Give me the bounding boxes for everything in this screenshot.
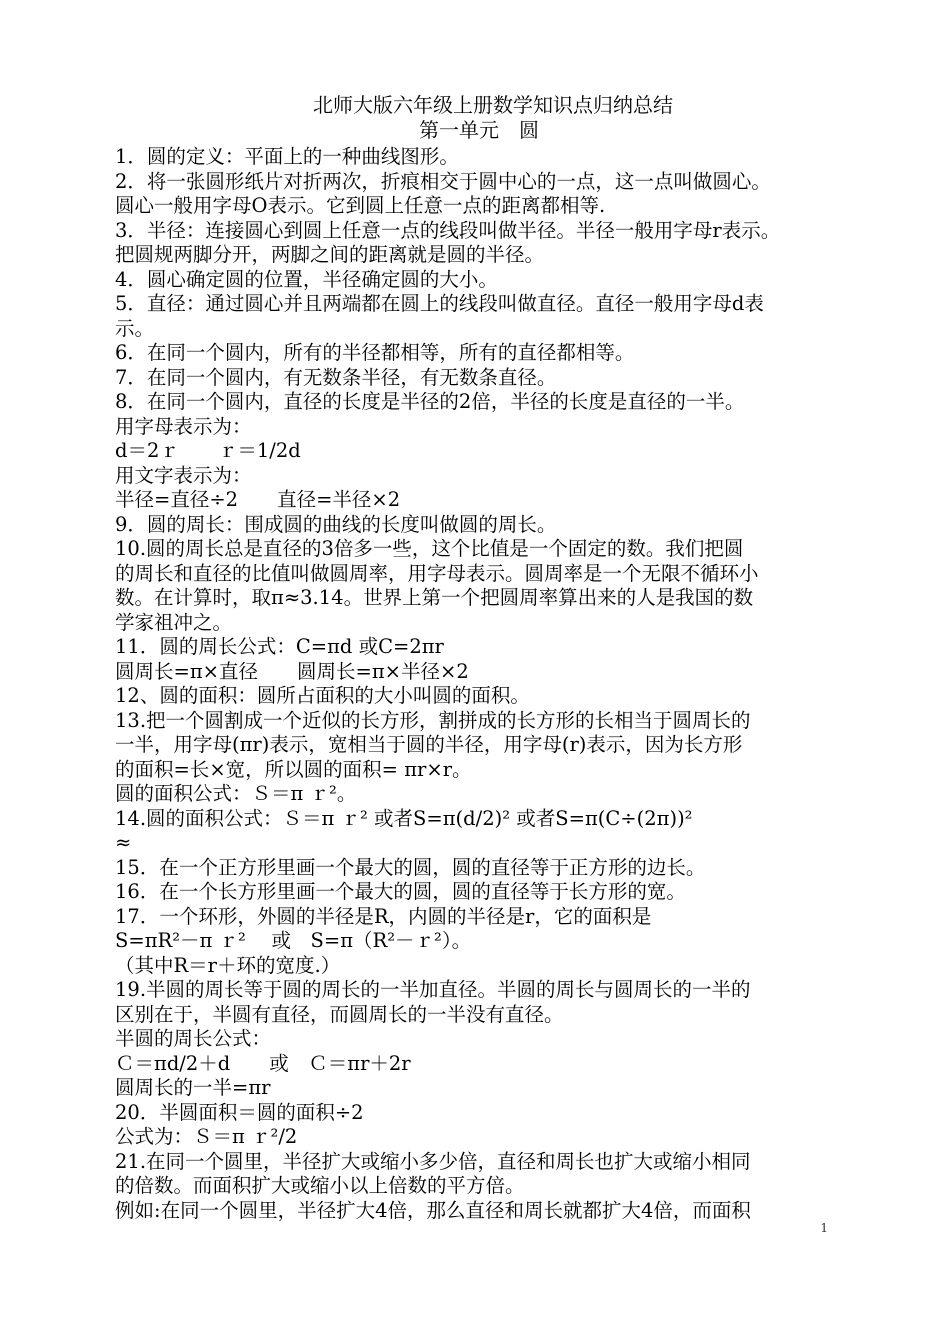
text-line: 半圆的周长公式： — [115, 1027, 272, 1050]
text-line: 用文字表示为： — [115, 463, 252, 487]
text-line: 17．一个环形，外圆的半径是R，内圆的半径是r，它的面积是 — [115, 904, 652, 928]
text-line: 3．半径：连接圆心到圆上任意一点的线段叫做半径。半径一般用字母r表示。 — [115, 218, 781, 242]
text-line: 2．将一张圆形纸片对折两次，折痕相交于圆中心的一点，这一点叫做圆心。 — [115, 169, 771, 193]
text-line: 1．圆的定义：平面上的一种曲线图形。 — [115, 145, 459, 168]
text-line: 19.半圆的周长等于圆的周长的一半加直径。半圆的周长与圆周长的一半的 — [115, 978, 751, 1001]
text-line: Ｃ＝πd/2＋d 或 Ｃ＝πr＋2r — [115, 1051, 411, 1075]
title-block — [0, 93, 950, 143]
text-line: 12、圆的面积：圆所占面积的大小叫圆的面积。 — [115, 684, 530, 707]
text-line: 6．在同一个圆内，所有的半径都相等，所有的直径都相等。 — [115, 341, 635, 364]
text-line: S=πR²－π ｒ² 或 S=π（R²－ｒ²）。 — [115, 929, 472, 952]
text-line: 圆周长的一半=πr — [115, 1076, 271, 1099]
text-line: 用字母表示为： — [115, 414, 252, 438]
text-line: 数。在计算时，取π≈3.14。世界上第一个把圆周率算出来的人是我国的数 — [115, 586, 754, 609]
text-line: 21.在同一个圆里，半径扩大或缩小多少倍，直径和周长也扩大或缩小相同 — [115, 1149, 751, 1173]
text-line: 14.圆的面积公式：Ｓ＝π ｒ² 或者S=π(d/2)² 或者S=π(C÷(2π))² — [115, 806, 693, 830]
text-line: 8．在同一个圆内，直径的长度是半径的2倍，半径的长度是直径的一半。 — [115, 390, 745, 413]
text-line: 10.圆的周长总是直径的3倍多一些，这个比值是一个固定的数。我们把圆 — [115, 537, 744, 560]
page-number: 1 — [820, 1221, 828, 1235]
document-body — [115, 145, 845, 1223]
text-line: 9．圆的周长：围成圆的曲线的长度叫做圆的周长。 — [115, 512, 557, 536]
text-line: 公式为：Ｓ＝π ｒ²/2 — [115, 1125, 298, 1148]
text-line: 11．圆的周长公式：C=πd 或C=2πr — [115, 635, 444, 658]
text-line: 圆的面积公式：Ｓ＝π ｒ²。 — [115, 782, 357, 805]
text-line: 的倍数。而面积扩大或缩小以上倍数的平方倍。 — [115, 1174, 525, 1197]
document-title: 北师大版六年级上册数学知识点归纳总结 — [313, 93, 673, 117]
text-line: 15．在一个正方形里画一个最大的圆，圆的直径等于正方形的边长。 — [115, 855, 706, 879]
text-line: 示。 — [115, 316, 155, 340]
text-line: 把圆规两脚分开，两脚之间的距离就是圆的半径。 — [115, 243, 545, 266]
text-line: 7．在同一个圆内，有无数条半径，有无数条直径。 — [115, 365, 557, 389]
text-line: 半径=直径÷2 直径=半径×2 — [115, 488, 401, 511]
text-line: 13.把一个圆割成一个近似的长方形，割拼成的长方形的长相当于圆周长的 — [115, 708, 751, 732]
text-line: 区别在于，半圆有直径，而圆周长的一半没有直径。 — [115, 1002, 564, 1026]
text-line: 例如:在同一个圆里，半径扩大4倍，那么直径和周长就都扩大4倍，而面积 — [115, 1198, 751, 1222]
text-line: 的周长和直径的比值叫做圆周率，用字母表示。圆周率是一个无限不循环小 — [115, 561, 759, 585]
text-line: 16．在一个长方形里画一个最大的圆，圆的直径等于长方形的宽。 — [115, 880, 686, 903]
text-line: 20．半圆面积＝圆的面积÷2 — [115, 1100, 364, 1124]
text-line: 4．圆心确定圆的位置，半径确定圆的大小。 — [115, 267, 498, 291]
text-line: d＝2ｒ ｒ＝1/2d — [115, 439, 301, 462]
text-line: 圆周长=π×直径 圆周长=π×半径×2 — [115, 659, 469, 683]
text-line: ≈ — [115, 831, 132, 854]
text-line: 一半，用字母(πr)表示，宽相当于圆的半径，用字母(r)表示，因为长方形 — [115, 733, 743, 756]
text-line: 的面积=长×宽，所以圆的面积= πr×r。 — [115, 757, 472, 781]
text-line: 5．直径：通过圆心并且两端都在圆上的线段叫做直径。直径一般用字母d表 — [115, 292, 764, 315]
text-line: 学家祖冲之。 — [115, 610, 233, 634]
text-line: （其中R＝r＋环的宽度.） — [115, 953, 341, 977]
text-line: 圆心一般用字母O表示。它到圆上任意一点的距离都相等. — [115, 194, 606, 217]
unit-title: 第一单元 圆 — [419, 118, 539, 142]
